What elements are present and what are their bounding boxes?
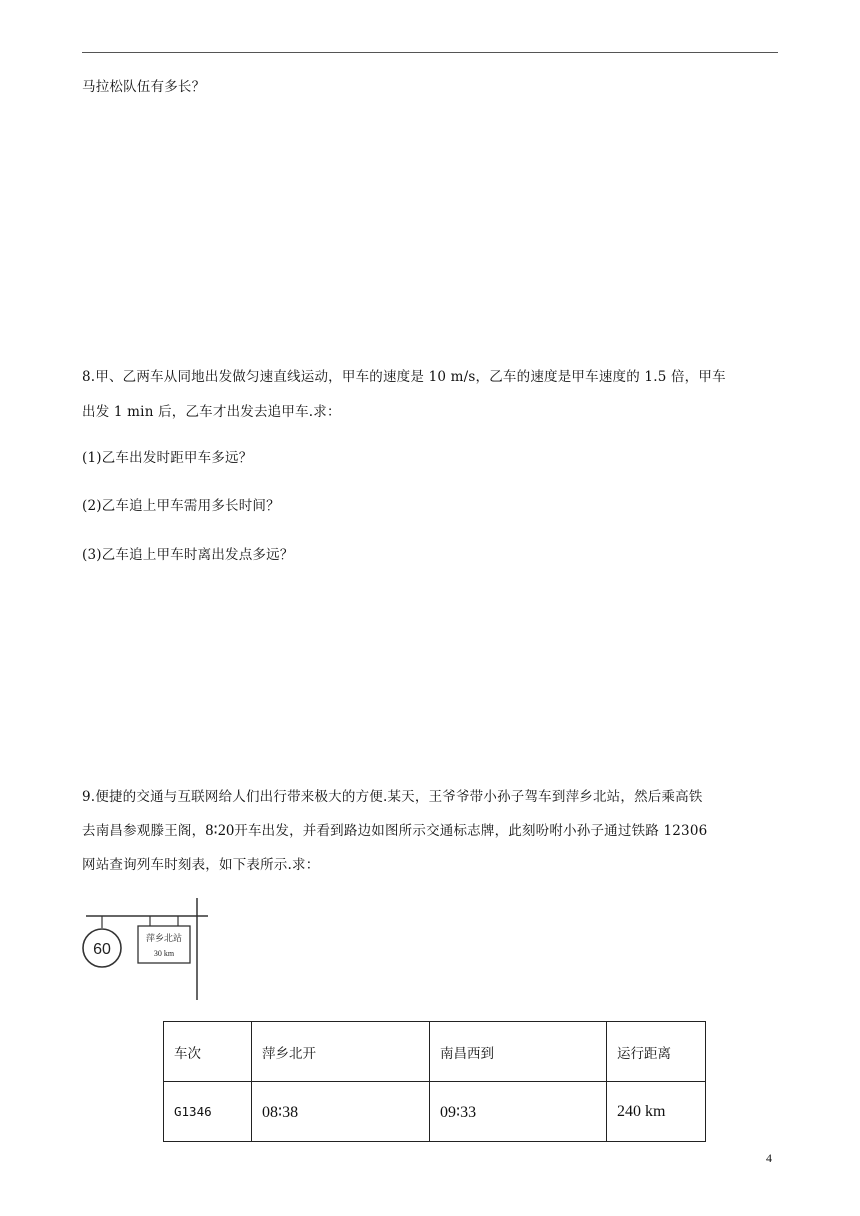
- q8-sub-question-2: (2)乙车追上甲车需用多长时间？: [82, 498, 280, 514]
- table-header-row: [164, 1022, 706, 1082]
- q8-text-line2: 出发 1 min 后，乙车才出发去追甲车.求：: [82, 404, 341, 420]
- cell-train-no: G1346: [164, 1082, 252, 1142]
- q8-sub-question-3: (3)乙车追上甲车时离出发点多远？: [82, 547, 294, 563]
- header-rule: [82, 52, 778, 53]
- train-timetable: [163, 1021, 706, 1142]
- cell-arrive-time: 09∶33: [430, 1082, 607, 1142]
- header-depart-pingxiang: 萍乡北开: [252, 1022, 430, 1082]
- table-row: [164, 1082, 706, 1142]
- speed-limit-value: 60: [93, 941, 111, 958]
- cell-distance: 240 km: [607, 1082, 706, 1142]
- traffic-sign-figure: [78, 892, 208, 1004]
- header-train-no: 车次: [164, 1022, 252, 1082]
- sign-distance: 30 km: [153, 949, 175, 958]
- cell-depart-time: 08∶38: [252, 1082, 430, 1142]
- q7-tail-text: 马拉松队伍有多长？: [82, 79, 206, 95]
- header-arrive-nanchang: 南昌西到: [430, 1022, 607, 1082]
- header-distance: 运行距离: [607, 1022, 706, 1082]
- page-number: 4: [766, 1151, 772, 1165]
- q9-departure-time: 8∶20: [205, 822, 235, 839]
- sign-station-name: 萍乡北站: [145, 934, 183, 944]
- q9-text-line3: 网站查询列车时刻表，如下表所示.求：: [82, 857, 320, 873]
- q8-text-line1: 8.甲、乙两车从同地出发做匀速直线运动，甲车的速度是 10 m/s，乙车的速度是甲车速度的 1.5 倍，甲车: [82, 369, 726, 385]
- q8-sub-question-1: (1)乙车出发时距甲车多远？: [82, 450, 253, 466]
- q9-text-line2: 去南昌参观滕王阁，8∶20开车出发，并看到路边如图所示交通标志牌，此刻吩咐小孙子通过铁路 12306: [82, 822, 708, 839]
- q9-text-line1: 9.便捷的交通与互联网给人们出行带来极大的方便.某天，王爷爷带小孙子驾车到萍乡北站，然后乘高铁: [82, 789, 703, 805]
